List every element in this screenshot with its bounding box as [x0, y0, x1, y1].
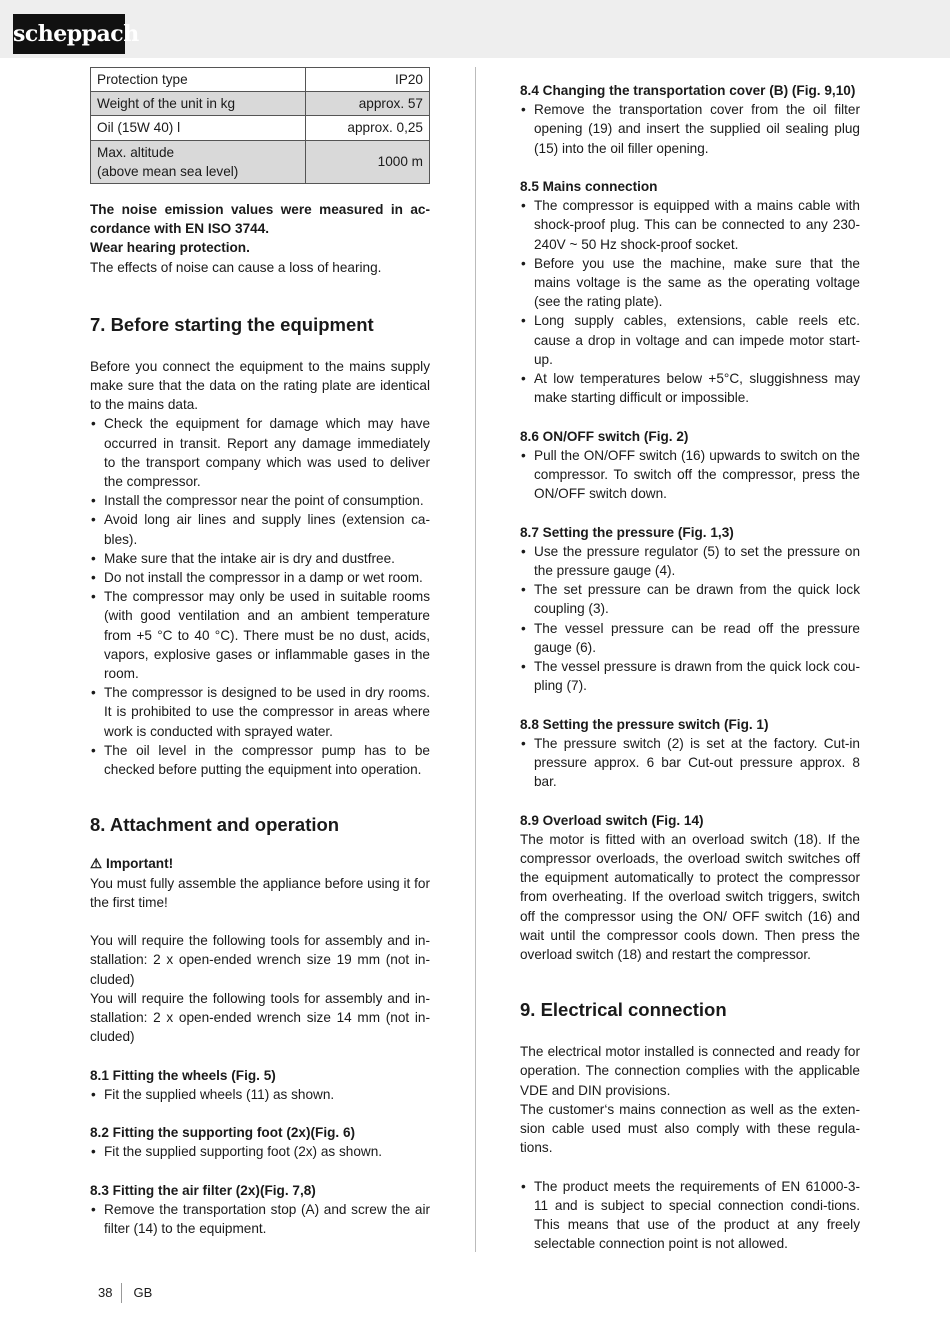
section-7-title: 7. Before starting the equipment [90, 313, 374, 335]
table-cell-value: approx. 57 [306, 92, 430, 116]
section-8-5-list [520, 196, 860, 407]
list-item: • The oil level in the compressor pump has to be checked before putting the equipment into operation. [90, 741, 430, 779]
list-item: • The vessel pressure is drawn from the quick lock cou-pling (7). [520, 657, 860, 695]
table-cell-value: IP20 [306, 68, 430, 92]
noise-effects: The effects of noise can cause a loss of hearing. [90, 259, 382, 275]
section-8-9-title: 8.9 Overload switch (Fig. 14) [520, 812, 704, 828]
list-item: • Long supply cables, extensions, cable reels etc. cause a drop in voltage and can impede motor start-up. [520, 311, 860, 369]
section-8-6-title: 8.6 ON/OFF switch (Fig. 2) [520, 428, 689, 444]
left-column [90, 67, 430, 1238]
list-item: • Remove the transportation cover from the oil filter opening (19) and insert the supplied oil sealing plug (15) into the oil filler opening. [520, 100, 860, 158]
section-8-7-title: 8.7 Setting the pressure (Fig. 1,3) [520, 524, 734, 540]
section-7-list [90, 414, 430, 779]
scheppach-logo: scheppach [13, 14, 125, 54]
list-item: • Use the pressure regulator (5) to set the pressure on the pressure gauge (4). [520, 542, 860, 580]
section-8-4-title: 8.4 Changing the transportation cover (B) (Fig. 9,10) [520, 83, 856, 98]
list-item: • The pressure switch (2) is set at the factory. Cut-in pressure approx. 6 bar Cut-out pressure approx. 8 bar. [520, 734, 860, 792]
label-line: Max. altitude [97, 144, 175, 160]
section-8-2-title: 8.2 Fitting the supporting foot (2x)(Fig. 6) [90, 1125, 356, 1141]
section-8-9-text: The motor is fitted with an overload switch (18). If the compressor overloads, the overload switch switches off the equipment automatically to protect the compressor from overheating. If the overload switch triggers, switch off the compressor using the ON/ OFF switch (16) and wait until the compressor cools down. Then press the overload switch (18) and restart the compressor. [520, 831, 860, 963]
list-item: • Fit the supplied wheels (11) as shown. [90, 1085, 430, 1104]
tools-note: You will require the following tools for assembly and in-stallation: 2 x open-ended wrench size 14 mm (not in-cluded) [90, 990, 430, 1045]
list-item: • Avoid long air lines and supply lines (extension ca-bles). [90, 510, 430, 548]
list-item: • Check the equipment for damage which may have occurred in transit. Report any damage immediately to the transport company which was used to deliver the compressor. [90, 414, 430, 491]
table-cell-label: Weight of the unit in kg [91, 92, 306, 116]
table-cell-value: 1000 m [306, 140, 430, 183]
section-9-paragraph: The customer‘s mains connection as well as the exten-sion cable used must also comply with these regula-tions. [520, 1101, 860, 1156]
section-8-title: 8. Attachment and operation [90, 814, 340, 836]
important-text: You must fully assemble the appliance before using it for the first time! [90, 875, 430, 910]
table-row [91, 116, 430, 140]
list-item: • The product meets the requirements of EN 61000-3-11 and is subject to special connection condi-tions. This means that use of the product at any freely selectable connection point is not allowed. [520, 1177, 860, 1254]
noise-statement: The noise emission values were measured in ac-cordance with EN ISO 3744. [90, 202, 430, 237]
list-item: • The vessel pressure can be read off the pressure gauge (6). [520, 619, 860, 657]
table-cell-value: approx. 0,25 [306, 116, 430, 140]
tools-note: You will require the following tools for assembly and in-stallation: 2 x open-ended wrench size 19 mm (not in-cluded) [90, 933, 430, 987]
page-number: 38 [98, 1283, 122, 1303]
section-8-1-title: 8.1 Fitting the wheels (Fig. 5) [90, 1067, 276, 1083]
list-item: • Pull the ON/OFF switch (16) upwards to switch on the compressor. To switch off the compressor, press the ON/OFF switch down. [520, 446, 860, 504]
section-8-5-title: 8.5 Mains connection [520, 179, 658, 194]
list-item: • The set pressure can be drawn from the quick lock coupling (3). [520, 580, 860, 618]
spec-table [90, 67, 430, 184]
table-cell-label [91, 140, 306, 183]
section-8-3-title: 8.3 Fitting the air filter (2x)(Fig. 7,8) [90, 1182, 316, 1198]
hearing-protection-note: Wear hearing protection. [90, 240, 250, 256]
list-item: • Install the compressor near the point of consumption. [90, 491, 430, 510]
section-9-title: 9. Electrical connection [520, 999, 727, 1021]
table-row [91, 92, 430, 116]
section-9-paragraph: The electrical motor installed is connected and ready for operation. The connection complies with the applicable VDE and DIN provisions. [520, 1044, 860, 1098]
language-code: GB [133, 1285, 153, 1300]
table-cell-label: Oil (15W 40) l [91, 116, 306, 140]
page-footer [98, 1283, 152, 1303]
table-row [91, 68, 430, 92]
list-item: • The compressor may only be used in suitable rooms (with good ventilation and an ambient temperature from +5 °C to 40 °C). There must be no dust, acids, vapors, explosive gases or inflammable gases in the room. [90, 587, 430, 683]
table-cell-label: Protection type [91, 68, 306, 92]
list-item: • Before you use the machine, make sure that the mains voltage is the same as the operating voltage (see the rating plate). [520, 254, 860, 312]
table-row [91, 140, 430, 183]
header-band [0, 0, 950, 58]
list-item: • At low temperatures below +5°C, sluggishness may make starting difficult or impossible. [520, 369, 860, 407]
list-item: • Remove the transportation stop (A) and screw the air filter (14) to the equipment. [90, 1200, 430, 1238]
list-item: • The compressor is equipped with a mains cable with shock-proof plug. This can be connected to any 230-240V ~ 50 Hz shock-proof socket. [520, 196, 860, 254]
list-item: • Make sure that the intake air is dry and dustfree. [90, 549, 430, 568]
section-8-8-title: 8.8 Setting the pressure switch (Fig. 1) [520, 716, 769, 732]
important-label: ⚠ Important! [90, 856, 174, 872]
column-divider [475, 67, 476, 1252]
section-8-7-list [520, 542, 860, 696]
list-item: • Do not install the compressor in a damp or wet room. [90, 568, 430, 587]
list-item: • Fit the supplied supporting foot (2x) as shown. [90, 1142, 430, 1161]
right-column [520, 81, 860, 1253]
section-7-intro: Before you connect the equipment to the mains supply make sure that the data on the rating plate are identical to the mains data. [90, 358, 430, 413]
list-item: • The compressor is designed to be used in dry rooms. It is prohibited to use the compressor in areas where work is conducted with sprayed water. [90, 683, 430, 741]
label-line: (above mean sea level) [97, 163, 239, 179]
